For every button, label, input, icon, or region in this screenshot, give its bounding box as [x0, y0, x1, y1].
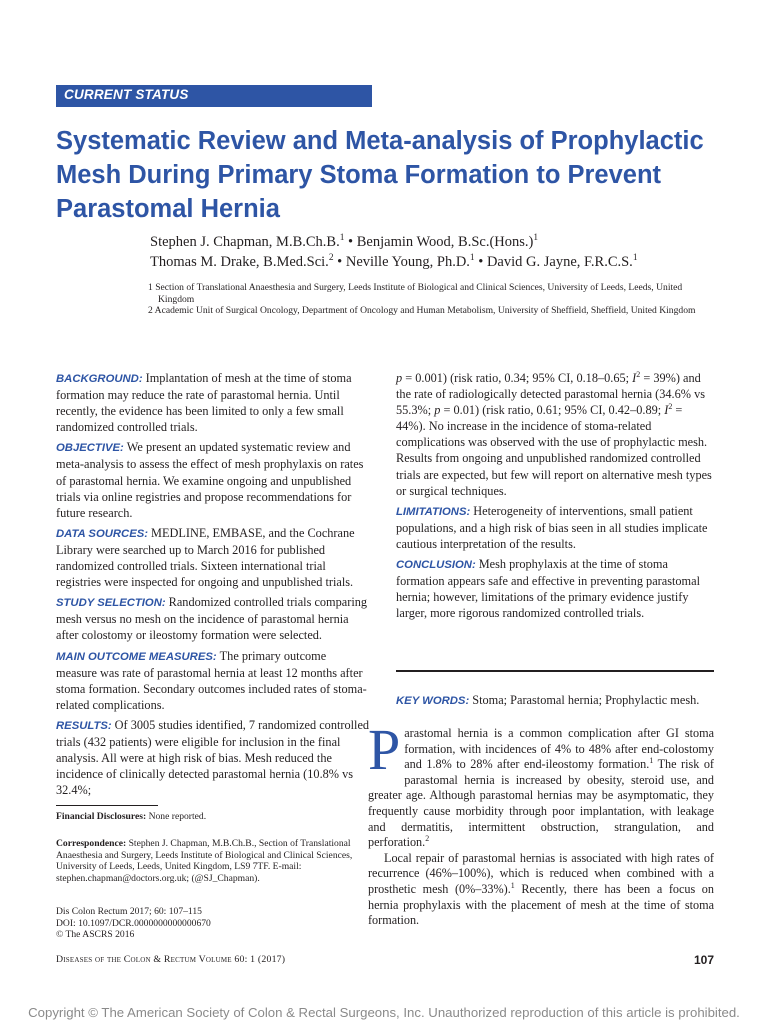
- page-number: 107: [693, 953, 714, 967]
- author: Benjamin Wood, B.Sc.(Hons.): [356, 234, 534, 250]
- citation: Dis Colon Rectum 2017; 60: 107–115: [56, 906, 202, 917]
- author: Stephen J. Chapman, M.B.Ch.B.: [150, 234, 340, 250]
- abstract-study-selection: STUDY SELECTION: Randomized controlled trials comparing mesh versus no mesh on the incidence of parastomal hernia after colostomy or ileostomy formation were selected.: [56, 595, 368, 643]
- footnote-divider: [56, 805, 158, 806]
- financial-disclosures: Financial Disclosures: None reported.: [56, 811, 207, 822]
- abstract-left-column: [56, 370, 370, 802]
- abstract-objective: OBJECTIVE: We present an updated systematic review and meta-analysis to assess the effect of mesh prophylaxis on rates of parastomal hernia. We examine ongoing and unpublished trials via online registries and propose recommendations for future research.: [56, 440, 364, 520]
- abstract-divider: [396, 670, 714, 672]
- abstract-results: RESULTS: Of 3005 studies identified, 7 randomized controlled trials (432 patients) were eligible for inclusion in the final analysis. All were at high risk of bias. Mesh reduced the incidence of clinically detected parastomal hernia (10.8% vs 32.4%;: [56, 717, 370, 798]
- ascrs-copyright: © The ASCRS 2016: [56, 929, 135, 941]
- keywords: KEY WORDS: Stoma; Parastomal hernia; Prophylactic mesh.: [396, 693, 700, 707]
- abstract-right-column: [396, 370, 714, 625]
- copyright-notice: Copyright © The American Society of Colon & Rectal Surgeons, Inc. Unauthorized reproduction of this article is prohibited.: [28, 1005, 740, 1020]
- abstract-conclusion: CONCLUSION: Mesh prophylaxis at the time of stoma formation appears safe and effective in preventing parastomal hernia; however, limitations of the primary evidence justify larger, more rigorous randomized controlled trials.: [396, 557, 700, 621]
- affiliation: 2 Academic Unit of Surgical Oncology, Department of Oncology and Human Metabolism, University of Sheffield, Sheffield, United Kingdom: [148, 305, 696, 316]
- body-paragraph: Parastomal hernia is a common complication after GI stoma formation, with incidences of 4% to 48% after end-colostomy and 1.8% to 28% after end-ileostomy formation.$^1$ The risk of parastomal hernia is increased by obesity, steroid use, and greater age. Although parastomal hernias may be asymptomatic, they frequently cause morbidity through poor implantation, with leakage and dermatitis, intermittent obstruction, strangulation, and perforation.$^2$: [368, 717, 714, 850]
- author-line-2: Thomas M. Drake, B.Med.Sci.$^2$ • Neville Young, Ph.D.$^1$ • David G. Jayne, F.R.C.S.$^1$: [150, 253, 638, 270]
- abstract-outcome-measures: MAIN OUTCOME MEASURES: The primary outcome measure was rate of parastomal hernia at least 12 months after stoma formation. Secondary outcomes included rates of stoma-related complications.: [56, 648, 367, 712]
- affiliations: [148, 282, 718, 317]
- affiliation: 1 Section of Translational Anaesthesia and Surgery, Leeds Institute of Biological and Clinical Sciences, University of Leeds, Leeds, United Kingdom: [148, 282, 683, 305]
- author-list: [150, 232, 750, 272]
- journal-footer: Diseases of the Colon & Rectum Volume 60: 1 (2017): [56, 954, 286, 965]
- article-title: Systematic Review and Meta-analysis of Prophylactic Mesh During Primary Stoma Formation to Prevent Parastomal Hernia: [56, 127, 704, 223]
- author: David G. Jayne, F.R.C.S.: [486, 254, 633, 270]
- correspondence: Correspondence: Stephen J. Chapman, M.B.Ch.B., Section of Translational Anaesthesia and Surgery, Leeds Institute of Biological and Clinical Sciences, University of Leeds, Leeds, United Kingdom, LS9 7TF. E-mail: stephen.chapman@doctors.org.uk; (@SJ_Chapman).: [56, 838, 353, 884]
- author: Neville Young, Ph.D.: [345, 254, 470, 270]
- section-label: CURRENT STATUS: [64, 87, 189, 102]
- abstract-data-sources: DATA SOURCES: MEDLINE, EMBASE, and the Cochrane Library were searched up to March 2016 for published randomized controlled trials. Sixteen international trial registries were inspected for ongoing and unpublished trials.: [56, 525, 355, 590]
- abstract-background: BACKGROUND: Implantation of mesh at the time of stoma formation may reduce the rate of parastomal hernia. Until recently, the evidence has been limited to only a few small randomized controlled trials.: [56, 371, 352, 435]
- author: Thomas M. Drake, B.Med.Sci.: [150, 254, 329, 270]
- citation-info: [56, 906, 376, 941]
- doi: DOI: 10.1097/DCR.0000000000000670: [56, 917, 211, 929]
- abstract-limitations: LIMITATIONS: Heterogeneity of interventions, small patient populations, and a high risk of bias seen in all studies implicate cautious interpretation of the results.: [396, 503, 708, 551]
- body-text: [368, 717, 714, 929]
- abstract-results-continued: p = 0.001) (risk ratio, 0.34; 95% CI, 0.18–0.65; $I^2 = 39\%$) and the rate of radiologically detected parastomal hernia (34.6% vs 55.3%; p = 0.01) (risk ratio, 0.61; 95% CI, 0.42–0.89; $I^2 = 44\%$). No increase in the incidence of stoma-related complications was observed with the use of prophylactic mesh. Results from ongoing and unpublished randomized controlled trials are expected, but few will report on alternative mesh types or surgical techniques.: [396, 369, 712, 498]
- body-paragraph: Local repair of parastomal hernias is associated with high rates of recurrence (46%–100%), which is reduced when combined with a prosthetic mesh (0%–33%).$^1$ Recently, there has been a focus on hernia prophylaxis with the placement of mesh at the time of stoma formation.: [368, 850, 714, 928]
- drop-cap: P: [368, 717, 401, 782]
- section-label-band: [56, 85, 372, 107]
- author-line-1: Stephen J. Chapman, M.B.Ch.B.$^1$ • Benjamin Wood, B.Sc.(Hons.)$^1$: [150, 233, 539, 250]
